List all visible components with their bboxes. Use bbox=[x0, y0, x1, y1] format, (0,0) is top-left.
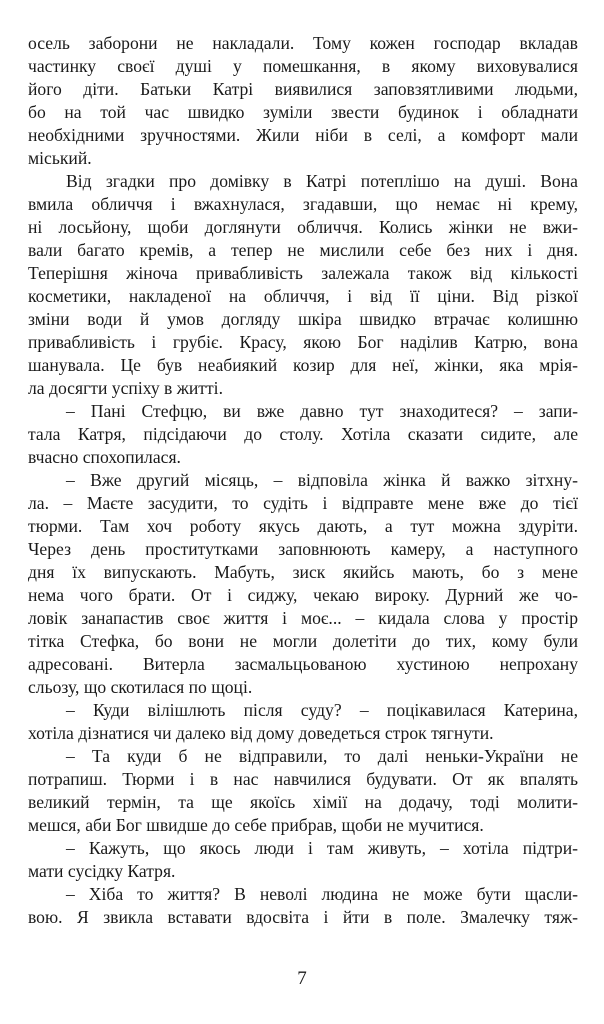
text-line: – Пані Стефцю, ви вже давно тут знаходитеся? – запи- bbox=[66, 401, 578, 421]
text-line: мешся, аби Бог швидше до себе прибрав, щоби не мучитися. bbox=[28, 815, 484, 835]
text-line: косметики, накладеної на обличчя, і від її ціни. Від різкої bbox=[28, 286, 578, 306]
text-line: – Хіба то життя? В неволі людина не може бути щасли- bbox=[66, 884, 578, 904]
text-line: – Та куди б не відправили, то далі неньки-України не bbox=[66, 746, 578, 766]
text-line: ла досягти успіху в житті. bbox=[28, 378, 223, 398]
text-line: Теперішня жіноча привабливість залежала також від кількості bbox=[28, 263, 578, 283]
text-line: ні лосьйону, щоби доглянути обличчя. Колись жінки не вжи- bbox=[28, 217, 578, 237]
text-line: сльозу, що скотилася по щоці. bbox=[28, 677, 253, 697]
text-line: Через день проститутками заповнюють камеру, а наступного bbox=[28, 539, 578, 559]
text-line: його діти. Батьки Катрі виявилися заповзятливими людьми, bbox=[28, 79, 578, 99]
text-line: частинку своєї душі у помешкання, в якому виховувалися bbox=[28, 56, 578, 76]
text-line: необхідними зручностями. Жили ніби в селі, а комфорт мали bbox=[28, 125, 578, 145]
text-line: – Куди вілішлють після суду? – поцікавилася Катерина, bbox=[66, 700, 578, 720]
text-line: адресовані. Витерла засмальцьованою хустиною непрохану bbox=[28, 654, 578, 674]
text-line: нема чого брати. От і сиджу, чекаю вироку. Дурний же чо- bbox=[28, 585, 578, 605]
text-line: привабливість і грубіє. Красу, якою Бог наділив Катрю, вона bbox=[28, 332, 578, 352]
text-line: вали багато кремів, а тепер не мислили себе без них і дня. bbox=[28, 240, 578, 260]
text-line: вчасно спохопилася. bbox=[28, 447, 181, 467]
text-line: тітка Стефка, бо вони не могли долетіти до тих, кому були bbox=[28, 631, 578, 651]
text-line: бо на той час швидко зуміли звести будинок і обладнати bbox=[28, 102, 578, 122]
page-body-text bbox=[28, 32, 578, 929]
text-line: ловік занапастив своє життя і моє... – кидала слова у простір bbox=[28, 608, 578, 628]
text-line: зміни води й умов догляду шкіра швидко втрачає колишню bbox=[28, 309, 578, 329]
text-line: Від згадки про домівку в Катрі потеплішо на душі. Вона bbox=[66, 171, 578, 191]
text-line: тюрми. Там хоч роботу якусь дають, а тут можна здуріти. bbox=[28, 516, 578, 536]
text-line: тала Катря, підсідаючи до столу. Хотіла сказати сидите, але bbox=[28, 424, 578, 444]
text-line: великий термін, та ще якоїсь хімії на додачу, тоді молити- bbox=[28, 792, 578, 812]
text-line: осель заборони не накладали. Тому кожен господар вкладав bbox=[28, 33, 578, 53]
text-line: ла. – Маєте засудити, то судіть і відправте мене вже до тієї bbox=[28, 493, 578, 513]
text-line: – Вже другий місяць, – відповіла жінка й важко зітхну- bbox=[66, 470, 578, 490]
text-line: потрапиш. Тюрми і в нас навчилися будувати. От як впалять bbox=[28, 769, 578, 789]
text-line: міський. bbox=[28, 148, 92, 168]
text-line: шанувала. Це був неабиякий козир для неї, жінки, яка мрія- bbox=[28, 355, 578, 375]
text-line: – Кажуть, що якось люди і там живуть, – хотіла підтри- bbox=[66, 838, 578, 858]
text-line: дня їх випускають. Мабуть, зиск якийсь мають, бо з мене bbox=[28, 562, 578, 582]
text-line: вою. Я звикла вставати вдосвіта і йти в поле. Змалечку тяж- bbox=[28, 907, 578, 927]
text-line: хотіла дізнатися чи далеко від дому доведеться строк тягнути. bbox=[28, 723, 494, 743]
text-line: мати сусідку Катря. bbox=[28, 861, 176, 881]
page-number: 7 bbox=[297, 968, 307, 989]
text-line: вмила обличчя і вжахнулася, згадавши, що немає ні крему, bbox=[28, 194, 578, 214]
